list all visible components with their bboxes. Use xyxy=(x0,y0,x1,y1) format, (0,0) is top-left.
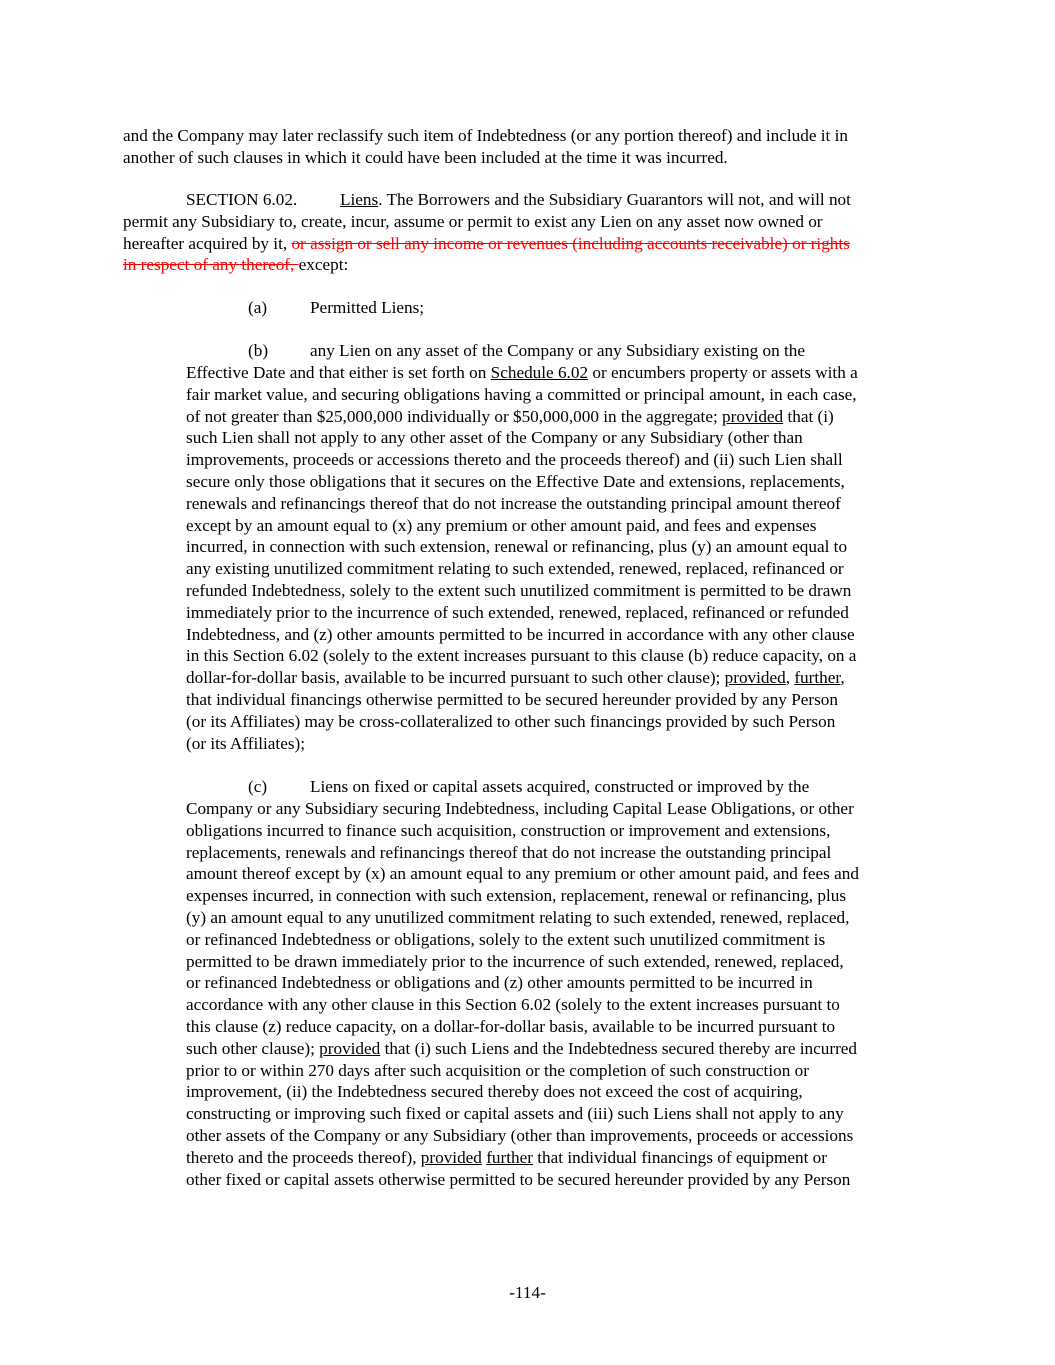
text-line: renewals and refinancings thereof that do not increase the outstanding principal amount thereof xyxy=(186,493,841,513)
section-heading-line xyxy=(123,189,851,211)
text-line: such Lien shall not apply to any other asset of the Company or any Subsidiary (other than xyxy=(186,428,803,448)
text-segment: Liens on fixed or capital assets acquired, constructed or improved by the xyxy=(310,777,810,796)
text-line: other assets of the Company or any Subsidiary (other than improvements, proceeds or accessions xyxy=(186,1125,854,1145)
text-line xyxy=(186,406,858,428)
text-line: obligations incurred to finance such acquisition, construction or improvement and extensions, xyxy=(186,820,831,840)
text-line: secure only those obligations that it secures on the Effective Date and extensions, replacements, xyxy=(186,471,845,491)
text-line xyxy=(186,1147,859,1169)
text-segment: , xyxy=(840,668,845,688)
defined-term: provided xyxy=(319,1038,381,1058)
text-line: prior to or within 270 days after such acquisition or the completion of such construction or xyxy=(186,1060,809,1080)
text-segment: or encumbers property or assets with a xyxy=(588,363,858,382)
text-line: replacements, renewals and refinancings thereof that do not increase the outstanding principal xyxy=(186,842,832,862)
section-6-02-paragraph xyxy=(123,189,851,276)
deleted-text: or assign or sell any income or revenues (including accounts receivable) or rights xyxy=(291,233,850,253)
text-line: refunded Indebtedness, solely to the extent such unutilized commitment is permitted to be drawn xyxy=(186,580,852,600)
text-line: another of such clauses in which it could have been included at the time it was incurred. xyxy=(123,147,728,167)
section-number: SECTION 6.02. xyxy=(186,190,298,209)
clause-label: (b) xyxy=(248,341,269,360)
defined-term: provided xyxy=(722,406,784,426)
text-line: this clause (z) reduce capacity, on a dollar-for-dollar basis, available to be incurred pursuant to xyxy=(186,1016,836,1036)
text-line: permitted to be drawn immediately prior to the incurrence of such extended, renewed, replaced, xyxy=(186,951,844,971)
text-line: (or its Affiliates) may be cross-collateralized to other such financings provided by such Person xyxy=(186,711,836,731)
text-line: (or its Affiliates); xyxy=(186,733,306,753)
text-line: immediately prior to the incurrence of such extended, renewed, replaced, refinanced or refunded xyxy=(186,602,849,622)
text-line: or refinanced Indebtedness or obligations, solely to the extent such unutilized commitment is xyxy=(186,929,826,949)
text-line: Indebtedness, and (z) other amounts permitted to be incurred in accordance with any other clause xyxy=(186,624,855,644)
defined-term: provided xyxy=(724,668,786,688)
text-segment: such other clause); xyxy=(186,1038,320,1058)
text-segment: hereafter acquired by it, xyxy=(123,233,292,253)
text-line: other fixed or capital assets otherwise permitted to be secured hereunder provided by any Person xyxy=(186,1169,851,1189)
page-number: -114- xyxy=(509,1283,546,1302)
clause-c-first-line xyxy=(248,776,809,798)
text-segment: any Lien on any asset of the Company or any Subsidiary existing on the xyxy=(310,341,806,360)
text-line: expenses incurred, in connection with such extension, replacement, renewal or refinancing, plus xyxy=(186,886,847,906)
defined-term: further xyxy=(486,1147,533,1167)
text-line xyxy=(123,233,851,255)
text-line: any existing unutilized commitment relating to such extended, renewed, replaced, refinanced or xyxy=(186,559,844,579)
defined-term: further xyxy=(794,668,841,688)
text-line: or refinanced Indebtedness or obligations and (z) other amounts permitted to be incurred in xyxy=(186,973,813,993)
clause-b-body xyxy=(186,362,858,754)
text-line xyxy=(186,1038,859,1060)
text-line xyxy=(186,667,858,689)
deleted-text: in respect of any thereof, xyxy=(123,255,299,275)
clause-c-body xyxy=(186,798,859,1190)
text-segment: of not greater than $25,000,000 individually or $50,000,000 in the aggregate; xyxy=(186,406,723,426)
section-title: Liens xyxy=(340,190,379,209)
schedule-reference: Schedule 6.02 xyxy=(490,363,589,382)
text-line: that individual financings otherwise permitted to be secured hereunder provided by any Person xyxy=(186,689,838,709)
text-segment: , xyxy=(785,668,795,688)
text-line: fair market value, and securing obligations having a committed or principal amount, in each case, xyxy=(186,384,857,404)
text-segment: that (i) xyxy=(783,406,834,426)
text-line: incurred, in connection with such extension, renewal or refinancing, plus (y) an amount equal to xyxy=(186,537,848,557)
text-line: permit any Subsidiary to, create, incur, assume or permit to exist any Lien on any asset now owned or xyxy=(123,211,823,231)
text-line xyxy=(123,254,851,276)
text-line: and the Company may later reclassify such item of Indebtedness (or any portion thereof) and include it in xyxy=(123,126,848,145)
text-line: amount thereof except by (x) an amount equal to any premium or other amount paid, and fees and xyxy=(186,864,859,884)
text-segment: Effective Date and that either is set forth on xyxy=(186,363,491,382)
text-segment: except: xyxy=(298,255,349,275)
clause-b-first-line xyxy=(248,340,805,362)
text-line: in this Section 6.02 (solely to the extent increases pursuant to this clause (b) reduce capacity, on a xyxy=(186,646,857,666)
clause-text: Permitted Liens; xyxy=(310,298,425,317)
text-line: except by an amount equal to (x) any premium or other amount paid, and fees and expenses xyxy=(186,515,817,535)
text-line: (y) an amount equal to any unutilized commitment relating to such extended, renewed, replaced, xyxy=(186,907,850,927)
text-segment: . The Borrowers and the Subsidiary Guarantors will not, and will not xyxy=(378,190,851,209)
text-line: accordance with any other clause in this Section 6.02 (solely to the extent increases pursuant to xyxy=(186,995,840,1015)
clause-label: (a) xyxy=(248,298,268,317)
text-segment: dollar-for-dollar basis, available to be incurred pursuant to such other clause); xyxy=(186,668,725,688)
text-segment: that individual financings of equipment or xyxy=(532,1147,828,1167)
clause-label: (c) xyxy=(248,777,268,796)
defined-term: provided xyxy=(420,1147,482,1167)
text-line: Company or any Subsidiary securing Indebtedness, including Capital Lease Obligations, or other xyxy=(186,799,854,818)
text-segment: thereto and the proceeds thereof), xyxy=(186,1147,421,1167)
text-line: constructing or improving such fixed or capital assets and (iii) such Liens shall not apply to any xyxy=(186,1104,844,1124)
text-line xyxy=(186,362,858,384)
clause-a xyxy=(248,297,424,319)
intro-paragraph xyxy=(123,125,848,169)
text-line: improvement, (ii) the Indebtedness secured thereby does not exceed the cost of acquiring, xyxy=(186,1082,803,1102)
text-segment: that (i) such Liens and the Indebtedness secured thereby are incurred xyxy=(380,1038,858,1058)
text-line: improvements, proceeds or accessions thereto and the proceeds thereof) and (ii) such Lien shall xyxy=(186,450,843,470)
